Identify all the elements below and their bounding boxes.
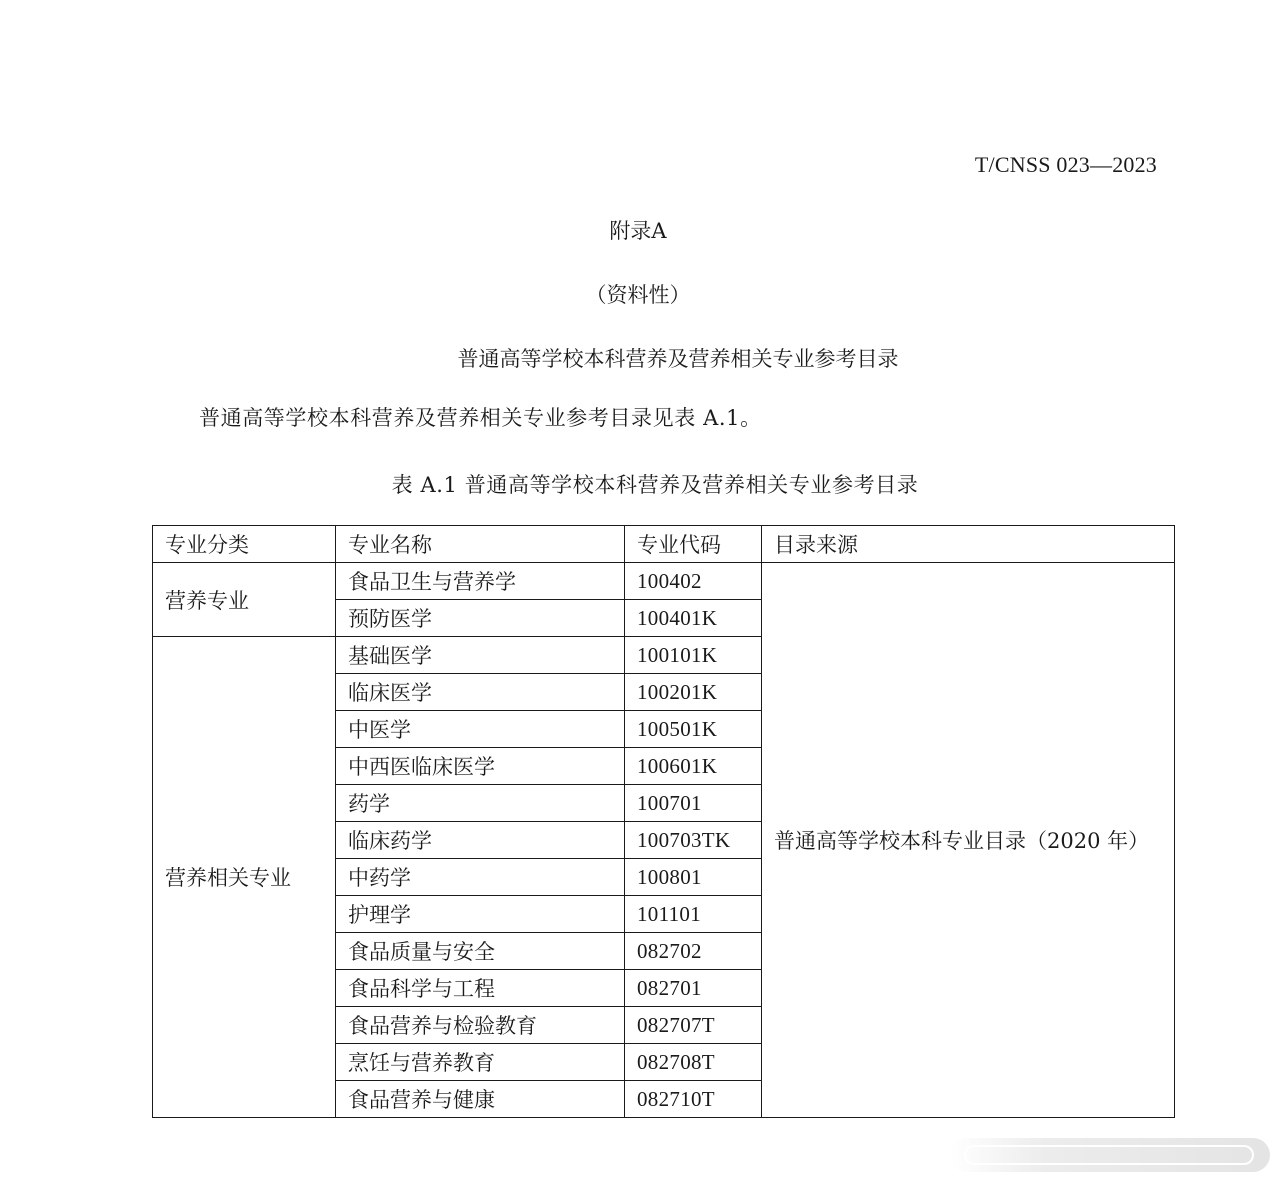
scroll-handle[interactable] bbox=[964, 1145, 1254, 1165]
major-code-cell: 082702 bbox=[625, 933, 762, 970]
major-code-cell: 100703TK bbox=[625, 822, 762, 859]
major-catalog-table bbox=[152, 525, 1175, 1118]
major-code-cell: 100402 bbox=[625, 563, 762, 600]
header-major-name: 专业名称 bbox=[336, 526, 625, 563]
major-name-cell: 临床医学 bbox=[336, 674, 625, 711]
header-catalog-source: 目录来源 bbox=[762, 526, 1175, 563]
table-row bbox=[153, 563, 1175, 600]
major-name-cell: 烹饪与营养教育 bbox=[336, 1044, 625, 1081]
major-name-cell: 食品营养与健康 bbox=[336, 1081, 625, 1118]
major-name-cell: 食品营养与检验教育 bbox=[336, 1007, 625, 1044]
table-caption: 表 A.1 普通高等学校本科营养及营养相关专业参考目录 bbox=[391, 473, 919, 497]
major-code-cell: 100701 bbox=[625, 785, 762, 822]
category-cell: 营养专业 bbox=[153, 563, 336, 637]
major-name-cell: 食品科学与工程 bbox=[336, 970, 625, 1007]
table-header-row bbox=[153, 526, 1175, 563]
appendix-title: 附录A bbox=[609, 219, 667, 243]
major-name-cell: 基础医学 bbox=[336, 637, 625, 674]
major-code-cell: 082701 bbox=[625, 970, 762, 1007]
major-code-cell: 100601K bbox=[625, 748, 762, 785]
major-code-cell: 100801 bbox=[625, 859, 762, 896]
major-name-cell: 临床药学 bbox=[336, 822, 625, 859]
major-code-cell: 101101 bbox=[625, 896, 762, 933]
major-code-cell: 082710T bbox=[625, 1081, 762, 1118]
catalog-source-cell: 普通高等学校本科专业目录（2020 年） bbox=[762, 563, 1175, 1118]
appendix-heading: 普通高等学校本科营养及营养相关专业参考目录 bbox=[457, 347, 899, 371]
major-code-cell: 100201K bbox=[625, 674, 762, 711]
header-category: 专业分类 bbox=[153, 526, 336, 563]
appendix-kind: （资料性） bbox=[585, 283, 691, 307]
intro-paragraph: 普通高等学校本科营养及营养相关专业参考目录见表 A.1。 bbox=[199, 406, 762, 430]
major-name-cell: 中药学 bbox=[336, 859, 625, 896]
category-cell: 营养相关专业 bbox=[153, 637, 336, 1118]
major-code-cell: 100501K bbox=[625, 711, 762, 748]
major-code-cell: 082707T bbox=[625, 1007, 762, 1044]
major-name-cell: 中西医临床医学 bbox=[336, 748, 625, 785]
major-name-cell: 护理学 bbox=[336, 896, 625, 933]
major-code-cell: 082708T bbox=[625, 1044, 762, 1081]
floating-scroll-widget[interactable] bbox=[950, 1138, 1270, 1172]
major-code-cell: 100401K bbox=[625, 600, 762, 637]
major-code-cell: 100101K bbox=[625, 637, 762, 674]
major-name-cell: 食品质量与安全 bbox=[336, 933, 625, 970]
major-name-cell: 药学 bbox=[336, 785, 625, 822]
major-name-cell: 中医学 bbox=[336, 711, 625, 748]
major-name-cell: 预防医学 bbox=[336, 600, 625, 637]
major-name-cell: 食品卫生与营养学 bbox=[336, 563, 625, 600]
standard-code: T/CNSS 023—2023 bbox=[974, 152, 1157, 177]
header-major-code: 专业代码 bbox=[625, 526, 762, 563]
